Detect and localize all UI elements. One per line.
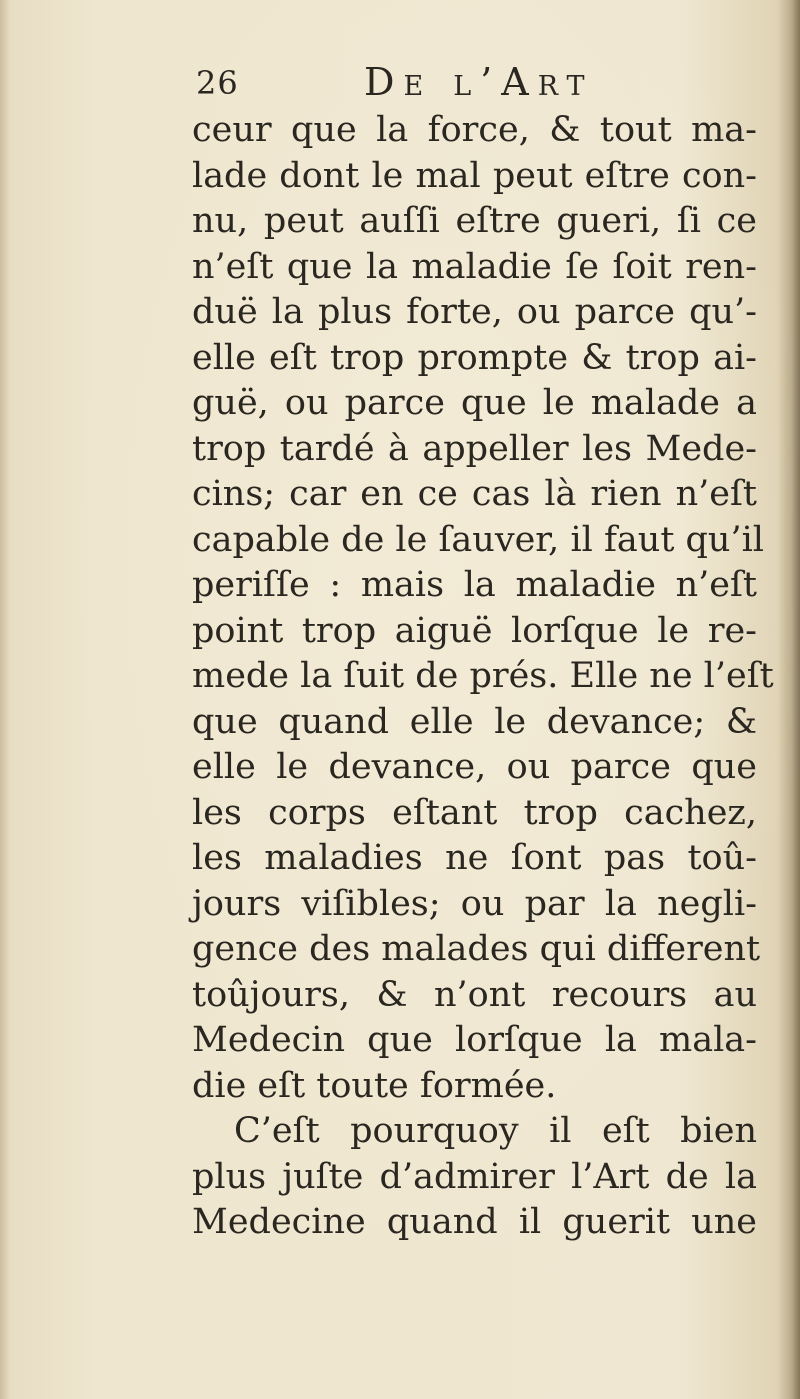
text-line: Medecine quand il guerit une [192,1202,757,1242]
text-line: jours viſibles; ou par la negli- [192,883,757,924]
text-line: lade dont le mal peut eſtre con- [192,155,757,196]
page-number: 26 [196,64,239,102]
paragraph-end-line: die eſt toute formée. [192,1065,557,1106]
text-line: guë, ou parce que le malade a [192,383,757,423]
text-line: toûjours, & n’ont recours au [192,974,757,1015]
text-line: nu, peut auſſi eſtre gueri, ſi ce [192,201,757,241]
text-line: ceur que la force, & tout ma- [192,110,757,150]
text-line: point trop aiguë lorſque le re- [192,610,757,651]
text-line: Medecin que lorſque la mala- [192,1020,757,1060]
body-text [192,108,774,1246]
text-line: trop tardé à appeller les Mede- [192,428,757,469]
text-line: mede la ſuit de prés. Elle ne l’eſt [192,656,774,696]
text-line: n’eſt que la maladie ſe ſoit ren- [192,246,757,287]
page-gutter-shadow [778,0,800,1399]
text-line: elle eſt trop prompte & trop ai- [192,337,757,378]
text-line: gence des malades qui different [192,929,761,969]
text-line: plus juſte d’admirer l’Art de la [192,1156,757,1197]
page-left-edge [0,0,10,1399]
text-line: capable de le ſauver, il faut qu’il [192,519,764,560]
text-line: duë la plus forte, ou parce qu’- [192,292,757,332]
page-header [192,58,752,108]
text-line: periſſe : mais la maladie n’eſt [192,565,757,605]
paragraph-start-line: C’eſt pourquoy il eſt bien [234,1111,757,1151]
text-line: que quand elle le devance; & [192,701,757,742]
text-line: elle le devance, ou parce que [192,747,757,787]
text-line: les maladies ne ſont pas toû- [192,838,757,878]
text-line: les corps eſtant trop cachez, [192,792,757,833]
running-head: De l’Art [364,60,594,104]
text-line: cins; car en ce cas là rien n’eſt [192,474,757,514]
